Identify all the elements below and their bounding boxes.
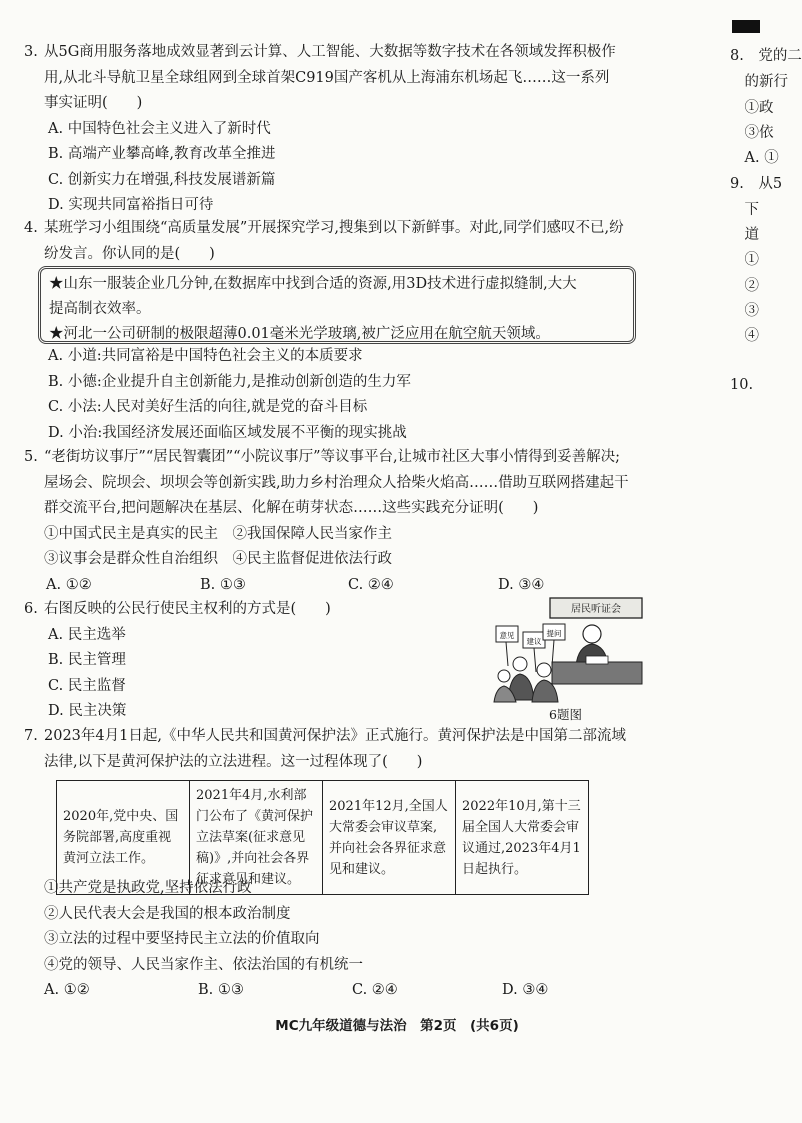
question-stem-line: 事实证明( ) — [44, 95, 143, 111]
question-5 — [24, 445, 654, 598]
adjacent-column-line: 下 — [730, 202, 759, 218]
option-c: C. ②④ — [352, 982, 398, 998]
adjacent-column-line: ④ — [730, 328, 759, 344]
option-c: C. 小法:人民对美好生活的向往,就是党的奋斗目标 — [48, 399, 368, 415]
option-row — [24, 978, 664, 1004]
process-step: 2021年12月,全国人大常委会审议草案,并向社会各界征求意见和建议。 — [323, 780, 456, 895]
option-c: C. ②④ — [348, 576, 394, 593]
option-c: C. 创新实力在增强,科技发展谱新篇 — [48, 171, 276, 188]
page-footer: MC九年级道德与法治 第2页 (共6页) — [275, 1018, 519, 1034]
question-4 — [24, 216, 644, 267]
adjacent-column-line: 的新行 — [730, 74, 788, 90]
option-a: A. 民主选举 — [48, 626, 126, 643]
statement-line: ②人民代表大会是我国的根本政治制度 — [44, 905, 291, 922]
adjacent-column-line: 10. — [730, 377, 754, 393]
news-item: ★山东一服装企业几分钟,在数据库中找到合适的资源,用3D技术进行虚拟缝制,大大 — [49, 276, 577, 292]
placard-text: 提问 — [546, 629, 562, 638]
news-box — [38, 266, 636, 344]
adjacent-column-line: 道 — [730, 227, 759, 243]
question-number: 7. — [24, 728, 38, 744]
option-b: B. ①③ — [200, 576, 246, 593]
option-d: D. ③④ — [502, 982, 549, 998]
option-a: A. 中国特色社会主义进入了新时代 — [48, 120, 271, 137]
adjacent-column-line: 8. 党的二 — [730, 48, 802, 64]
option-b: B. ①③ — [198, 982, 244, 998]
news-item: ★河北一公司研制的极限超薄0.01毫米光学玻璃,被广泛应用在航空航天领域。 — [49, 326, 550, 342]
option-row — [24, 573, 654, 599]
question-3 — [24, 40, 644, 219]
figure-caption: 6题图 — [549, 707, 582, 722]
adjacent-column-line: ① — [730, 252, 759, 268]
adjacent-column-line: A. ① — [730, 150, 779, 166]
question-6 — [24, 597, 484, 725]
question-stem-line: 用,从北斗导航卫星全球组网到全球首架C919国产客机从上海浦东机场起飞……这一系列 — [44, 69, 610, 86]
adjacent-column-line: ①政 — [730, 100, 774, 116]
news-item: 提高制衣效率。 — [49, 301, 151, 317]
option-c: C. 民主监督 — [48, 677, 126, 694]
question-number: 3. — [24, 44, 38, 60]
hearing-illustration — [492, 596, 644, 702]
question-7 — [24, 724, 664, 775]
option-d: D. ③④ — [498, 576, 545, 593]
option-b: B. 小德:企业提升自主创新能力,是推动创新创造的生力军 — [48, 373, 411, 390]
option-b: B. 高端产业攀高峰,教育改革全推进 — [48, 146, 276, 162]
statement-line: ④党的领导、人民当家作主、依法治国的有机统一 — [44, 956, 363, 973]
statement-line: ①共产党是执政党,坚持依法行政 — [44, 880, 252, 896]
option-b: B. 民主管理 — [48, 652, 126, 668]
process-step: 2021年4月,水利部门公布了《黄河保护立法草案(征求意见稿)》,并向社会各界征求意见和建议。 — [190, 780, 323, 895]
process-step: 2020年,党中央、国务院部署,高度重视黄河立法工作。 — [56, 780, 190, 895]
option-d: D. 民主决策 — [48, 703, 127, 719]
adjacent-column-line: ② — [730, 278, 759, 294]
question-7-statements — [24, 876, 664, 1004]
question-stem-line: 屋场会、院坝会、坝坝会等创新实践,助力乡村治理众人拾柴火焰高……借助互联网搭建起干 — [44, 474, 629, 491]
hearing-sign-text: 居民听证会 — [571, 604, 621, 615]
black-marker — [732, 20, 760, 33]
placard-text: 意见 — [499, 631, 515, 640]
adjacent-column-line: 9. 从5 — [730, 176, 783, 192]
question-stem-line: 从5G商用服务落地成效显著到云计算、人工智能、大数据等数字技术在各领域发挥积极作 — [44, 44, 616, 60]
question-number: 5. — [24, 449, 38, 465]
statement-line: ③立法的过程中要坚持民主立法的价值取向 — [44, 931, 320, 947]
adjacent-column-line: ③ — [730, 303, 759, 319]
question-stem-line: 纷发言。你认同的是( ) — [44, 245, 215, 262]
question-4-options — [24, 344, 644, 446]
process-step: 2022年10月,第十三届全国人大常委会审议通过,2023年4月1日起执行。 — [456, 780, 589, 895]
question-stem-line: 法律,以下是黄河保护法的立法进程。这一过程体现了( ) — [44, 753, 423, 770]
question-stem-line: “老街坊议事厅”“居民智囊团”“小院议事厅”等议事平台,让城市社区大事小情得到妥善解决; — [44, 449, 620, 465]
question-stem-line: 右图反映的公民行使民主权利的方式是( ) — [44, 601, 331, 617]
question-stem-line: 群交流平台,把问题解决在基层、化解在萌芽状态……这些实践充分证明( ) — [44, 500, 539, 516]
option-d: D. 实现共同富裕指日可待 — [48, 197, 214, 213]
statement-line: ③议事会是群众性自治组织 ④民主监督促进依法行政 — [44, 551, 392, 567]
question-stem-line: 2023年4月1日起,《中华人民共和国黄河保护法》正式施行。黄河保护法是中国第二部流域 — [44, 728, 626, 744]
option-a: A. ①② — [46, 576, 92, 593]
option-a: A. 小道:共同富裕是中国特色社会主义的本质要求 — [48, 348, 363, 364]
question-stem-line: 某班学习小组围绕“高质量发展”开展探究学习,搜集到以下新鲜事。对此,同学们感叹不已,纷 — [44, 220, 624, 236]
option-a: A. ①② — [44, 982, 90, 998]
adjacent-column-line: ③依 — [730, 125, 774, 141]
placard-text: 建议 — [526, 637, 542, 646]
statement-line: ①中国式民主是真实的民主 ②我国保障人民当家作主 — [44, 525, 392, 542]
question-number: 4. — [24, 220, 38, 236]
option-d: D. 小治:我国经济发展还面临区域发展不平衡的现实挑战 — [48, 424, 407, 441]
question-number: 6. — [24, 601, 38, 617]
